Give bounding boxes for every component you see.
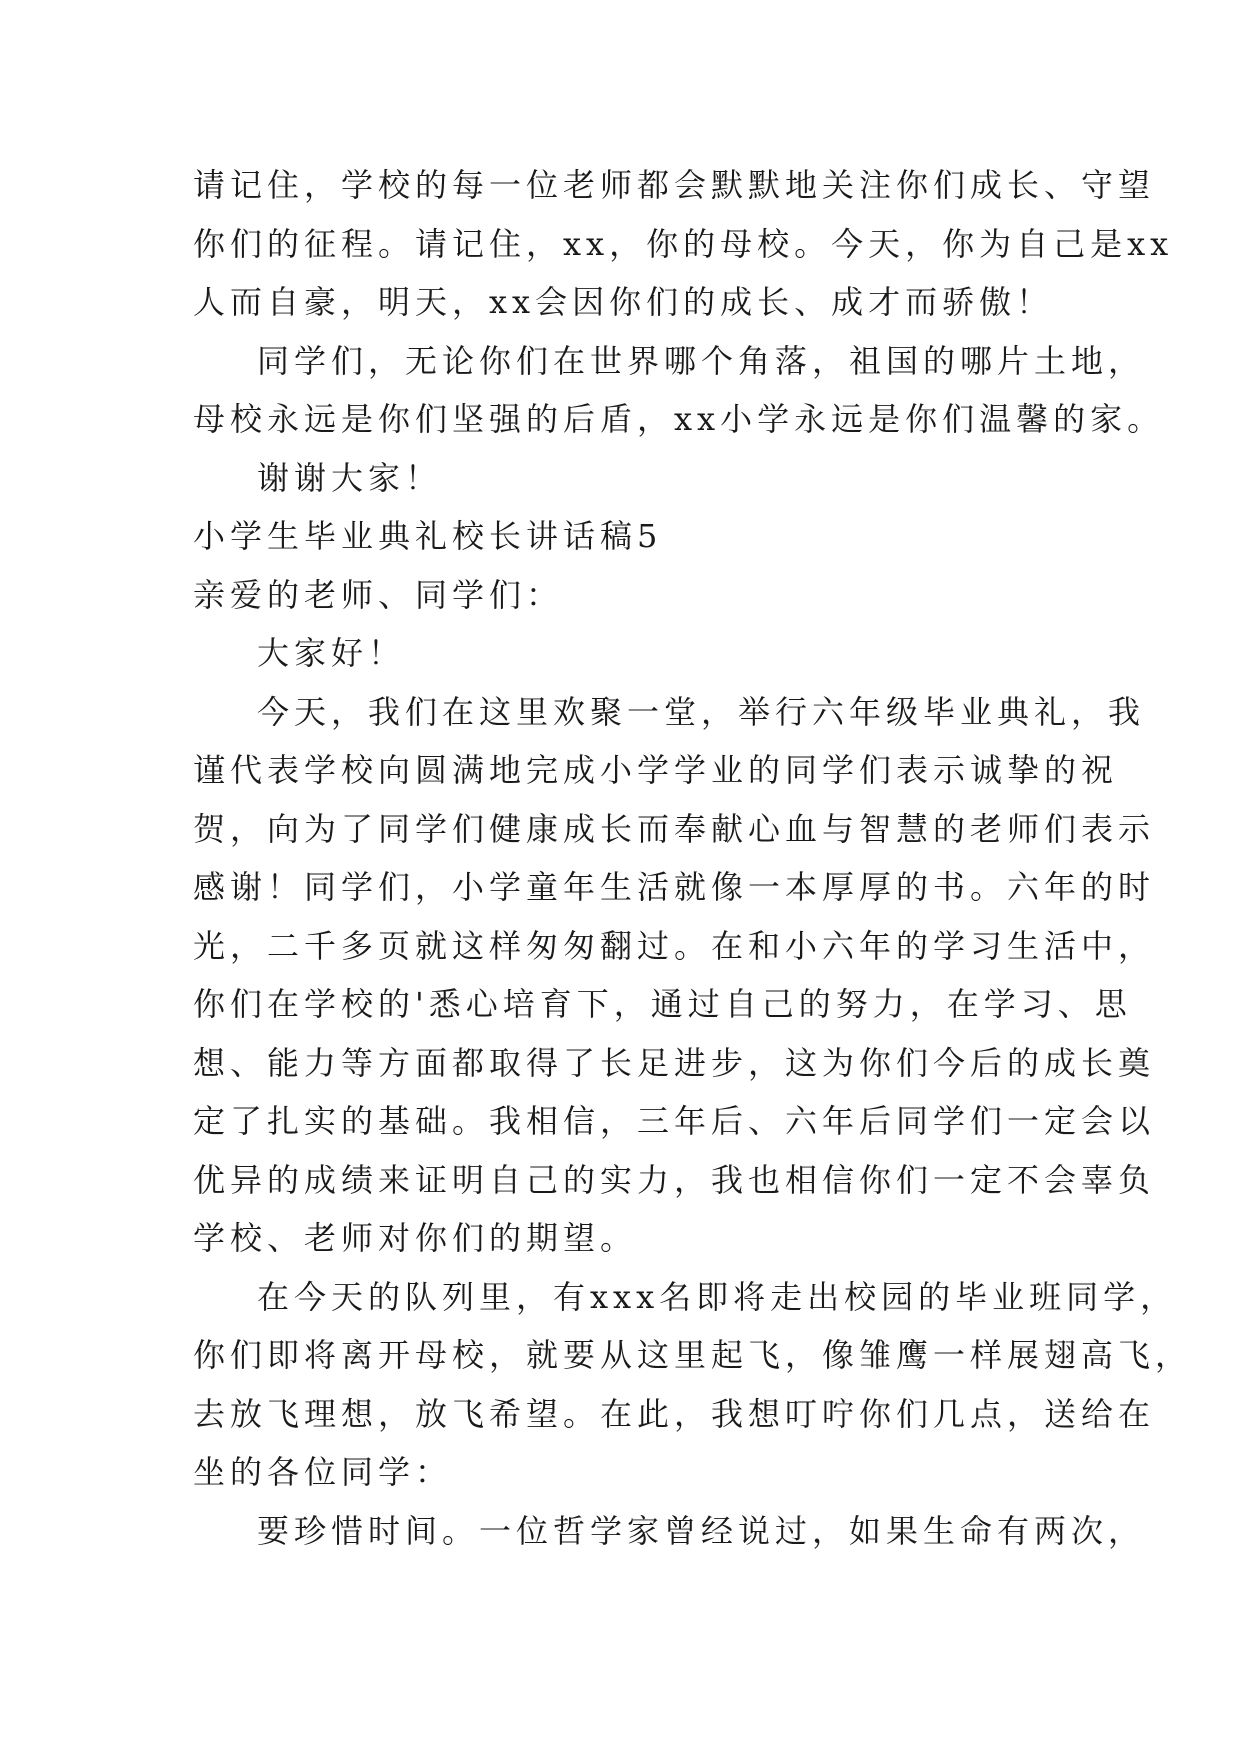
text-line: 你们在学校的'悉心培育下，通过自己的努力，在学习、思 — [193, 985, 1132, 1023]
text-line: 母校永远是你们坚强的后盾，xx小学永远是你们温馨的家。 — [193, 400, 1165, 438]
document-body — [193, 156, 1193, 1560]
text-line: 你们即将离开母校，就要从这里起飞，像雏鹰一样展翅高飞， — [193, 1336, 1193, 1374]
text-line: 今天，我们在这里欢聚一堂，举行六年级毕业典礼，我 — [257, 692, 1146, 731]
text-line: 感谢！同学们，小学童年生活就像一本厚厚的书。六年的时 — [193, 868, 1156, 906]
text-line: 去放飞理想，放飞希望。在此，我想叮咛你们几点，送给在 — [193, 1394, 1156, 1433]
text-line: 光，二千多页就这样匆匆翻过。在和小六年的学习生活中， — [193, 926, 1156, 965]
text-line: 谢谢大家！ — [257, 458, 443, 497]
text-line: 在今天的队列里，有xxx名即将走出校园的毕业班同学， — [257, 1277, 1178, 1316]
text-line: 你们的征程。请记住，xx，你的母校。今天，你为自己是xx — [193, 224, 1174, 263]
salutation: 亲爱的老师、同学们： — [193, 575, 564, 614]
text-line: 定了扎实的基础。我相信，三年后、六年后同学们一定会以 — [193, 1102, 1156, 1140]
greeting: 大家好！ — [257, 634, 406, 672]
text-line: 贺，向为了同学们健康成长而奉献心血与智慧的老师们表示 — [193, 809, 1156, 848]
text-line: 人而自豪，明天，xx会因你们的成长、成才而骄傲！ — [193, 283, 1054, 321]
text-line: 想、能力等方面都取得了长足进步，这为你们今后的成长奠 — [193, 1043, 1156, 1082]
text-line: 同学们，无论你们在世界哪个角落，祖国的哪片土地， — [257, 341, 1146, 380]
text-line: 谨代表学校向圆满地完成小学学业的同学们表示诚挚的祝 — [193, 751, 1119, 789]
text-line: 请记住，学校的每一位老师都会默默地关注你们成长、守望 — [193, 166, 1156, 204]
text-line: 要珍惜时间。一位哲学家曾经说过，如果生命有两次， — [257, 1511, 1146, 1550]
text-line: 学校、老师对你们的期望。 — [193, 1219, 638, 1257]
section-title: 小学生毕业典礼校长讲话稿5 — [193, 517, 663, 555]
text-line: 优异的成绩来证明自己的实力，我也相信你们一定不会辜负 — [193, 1160, 1156, 1199]
text-line: 坐的各位同学： — [193, 1453, 453, 1491]
